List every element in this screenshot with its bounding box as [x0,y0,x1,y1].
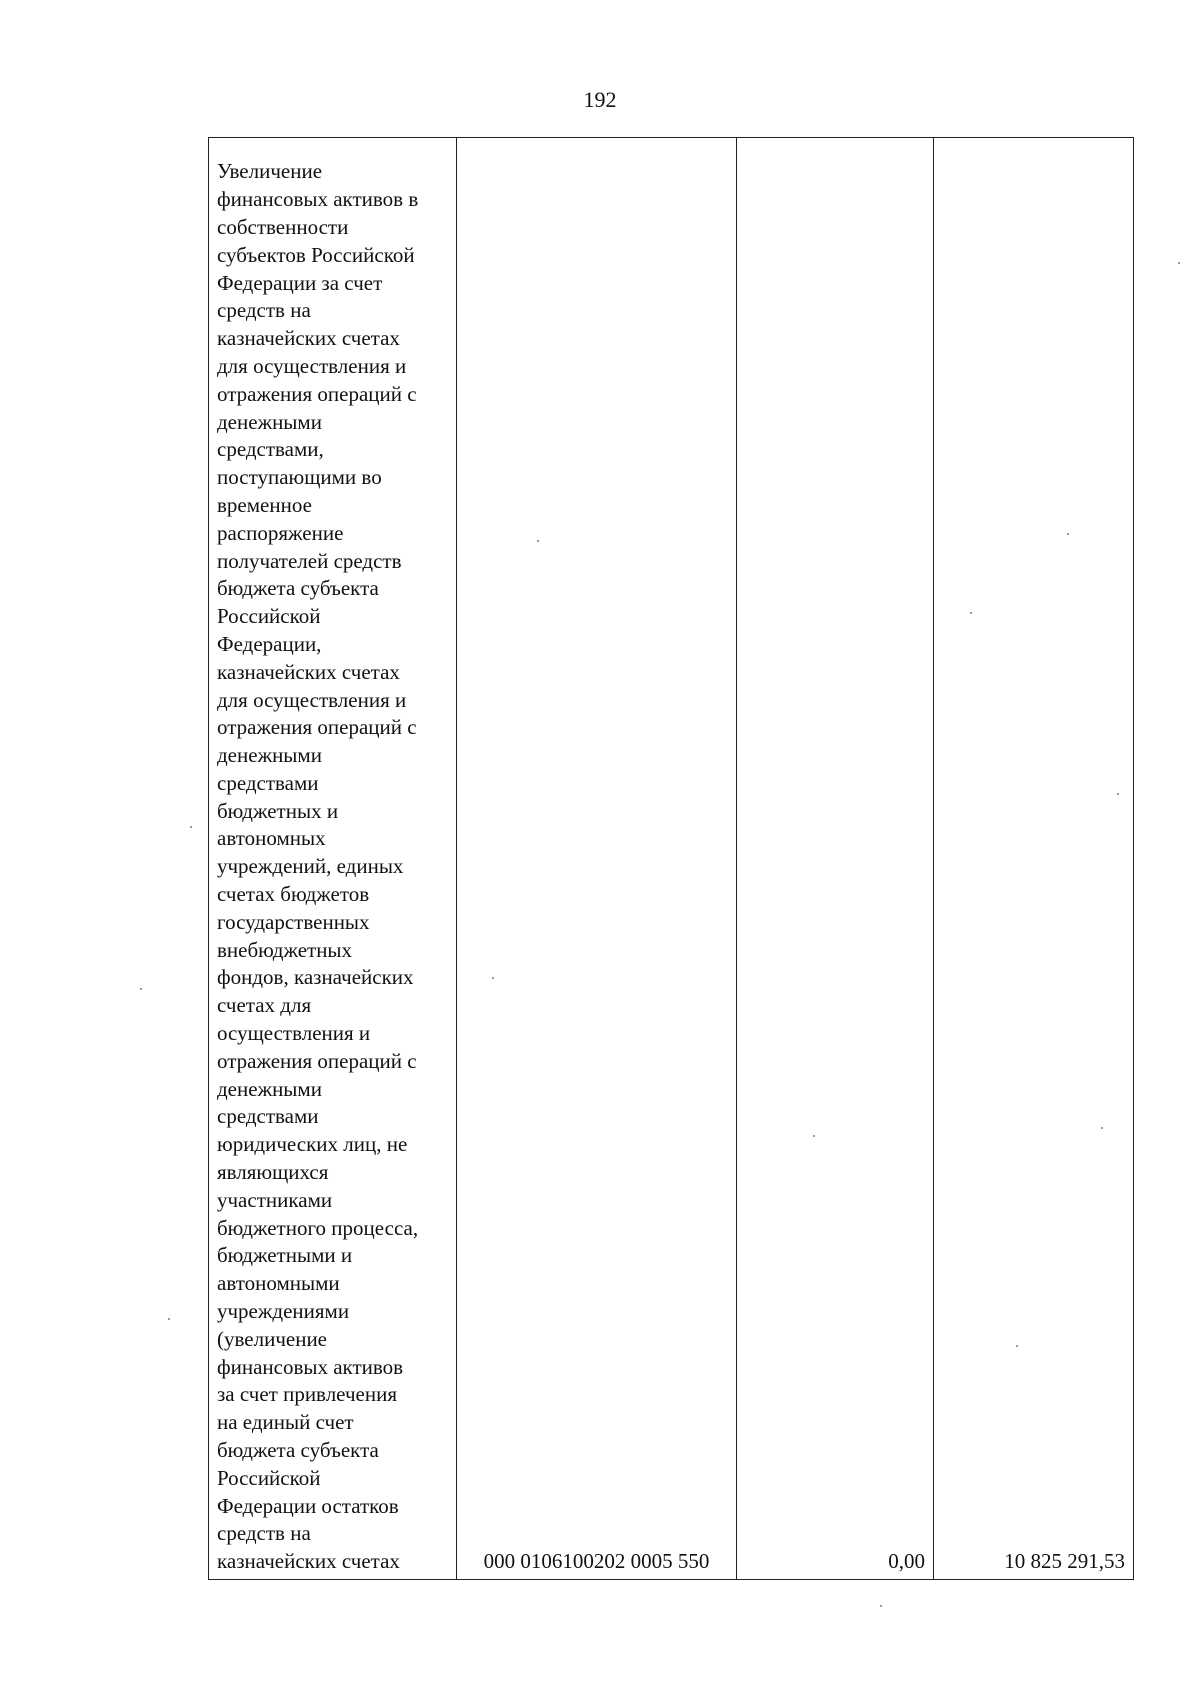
scan-speck [813,1135,815,1137]
table-row [209,138,1134,1580]
scan-speck [970,612,972,614]
scan-speck [140,988,142,990]
budget-table [208,137,1134,1580]
page-number: 192 [583,87,617,112]
scan-speck [1178,262,1180,264]
row-name: Увеличение финансовых активов в собственности субъектов Российской Федерации за счет средств на казначейских счетах для осуществления и отражения операций с денежными средствами, поступающими во временное распоряжение получателей средств бюджета субъекта Российской Федерации, казначейских счетах для осуществления и отражения операций с денежными средствами бюджетных и автономных учреждений, единых счетах бюджетов государственных внебюджетных фондов, казначейских счетах для осуществления и отражения операций с денежными средствами юридических лиц, не являющихся участниками бюджетного процесса, бюджетными и автономными учреждениями (увеличение финансовых активов за счет привлечения на единый счет бюджета субъекта Российской Федерации остатков средств на казначейских счетах [217,159,419,1574]
row-value-1: 0,00 [888,1549,925,1574]
row-value-2-cell [934,138,1134,1580]
row-value-1-cell [737,138,934,1580]
row-value-2: 10 825 291,53 [1004,1549,1125,1574]
scan-speck [492,977,494,979]
scan-speck [1101,1127,1103,1129]
scan-speck [537,540,539,542]
row-code-cell [457,138,737,1580]
scan-speck [1117,793,1119,795]
scan-speck [190,826,192,828]
scan-speck [1016,1345,1018,1347]
row-code: 000 0106100202 0005 550 [483,1549,710,1574]
scan-speck [168,1318,170,1320]
scan-speck [1067,533,1069,535]
row-name-cell [209,138,457,1580]
scan-speck [880,1605,882,1607]
